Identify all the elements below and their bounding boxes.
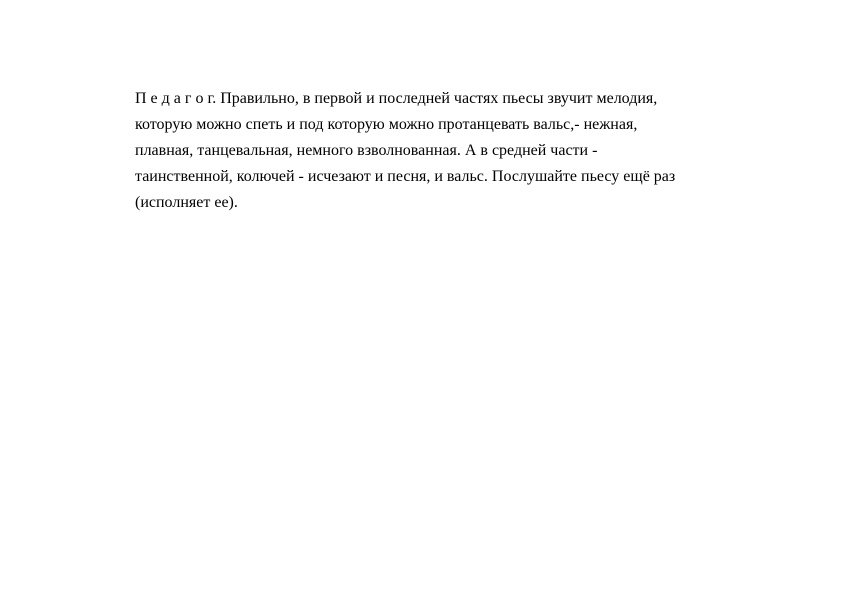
paragraph-line-5: (исполняет ее). (135, 194, 238, 211)
paragraph (135, 86, 735, 216)
paragraph-line-3: плавная, танцевальная, немного взволнованная. А в средней части - (135, 142, 598, 159)
paragraph-line-2: которую можно спеть и под которую можно протанцевать вальс,- нежная, (135, 116, 638, 133)
paragraph-line-4: таинственной, колючей - исчезают и песня, и вальс. Послушайте пьесу ещё раз (135, 168, 676, 185)
paragraph-line-1: П е д а г о г. Правильно, в первой и последней частях пьесы звучит мелодия, (135, 90, 658, 107)
